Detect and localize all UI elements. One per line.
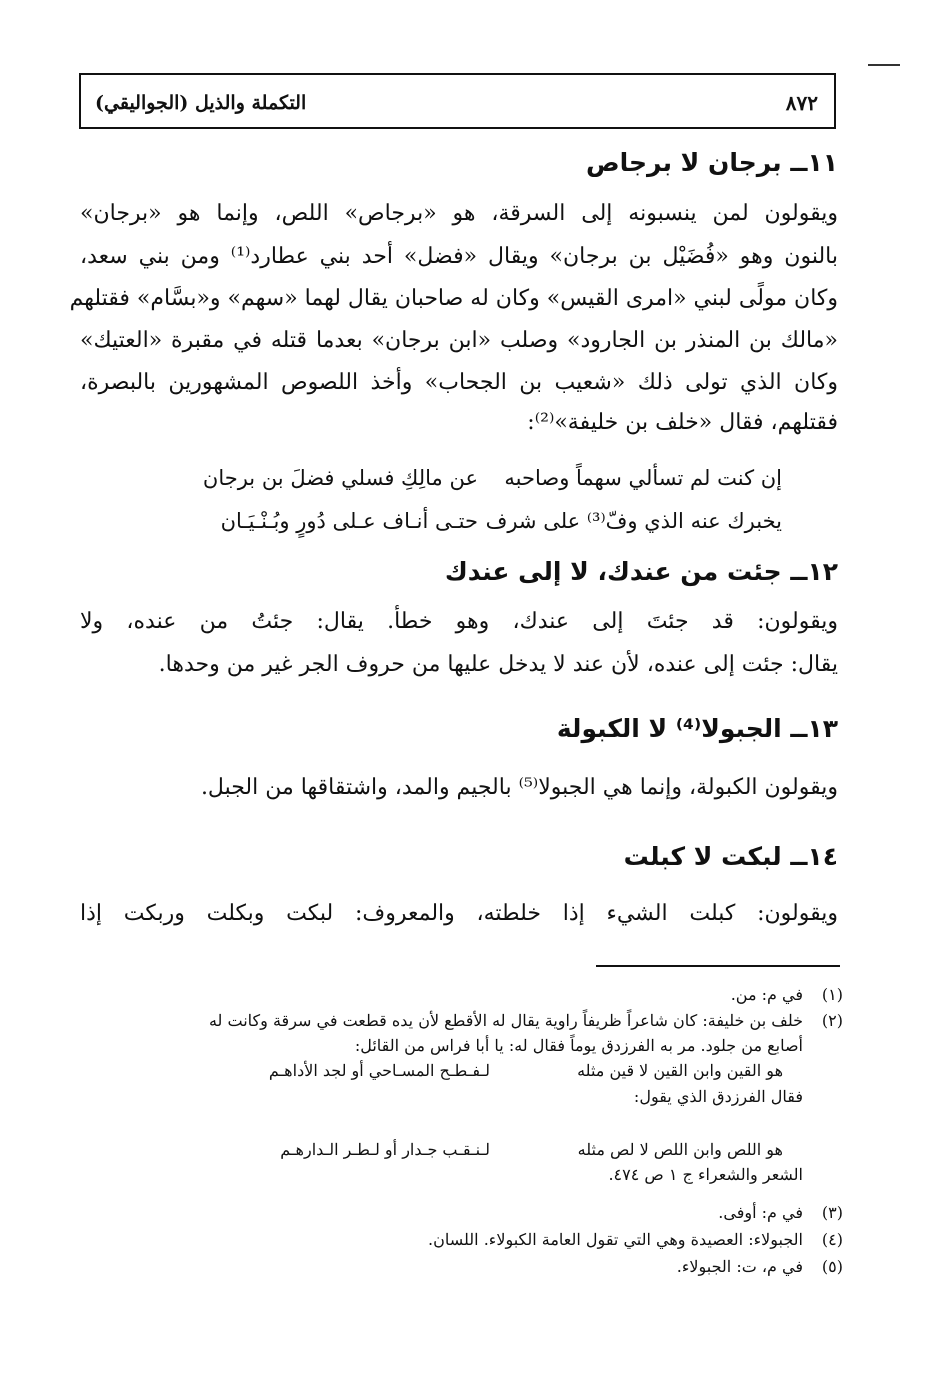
paragraph-line: وكان الذي تولى ذلك «شعيب بن الجحاب» وأخذ اللصوص المشهورين بالبصرة، (80, 370, 838, 395)
footnote-verse-first: هو اللص وابن اللص لا لص مثله (577, 1140, 783, 1159)
paragraph-line: ويقولون الكبولة، وإنما هي الجبولا⁽⁵⁾ بالجيم والمد، واشتقاقها من الجبل. (200, 775, 838, 800)
paragraph-line: يقال: جئت إلى عنده، لأن عند لا يدخل عليها من حروف الجر غير من وحدها. (158, 652, 838, 677)
footnote-number: (٤) (821, 1230, 843, 1249)
paragraph-line: ويقولون: كبلت الشيء إذا خلطته، والمعروف: لبكت وبكلت وربكت إذا (80, 901, 838, 926)
footnote-text: خلف بن خليفة: كان شاعراً ظريفاً راوية يقال له الأقطع لأن يده قطعت في سرقة وكانت له (208, 1011, 803, 1030)
paragraph-line: «مالك بن المنذر بن الجارود» وصلب «ابن برجان» بعدما قتله في مقبرة «العتيك» (80, 328, 838, 353)
footnote-number: (٢) (821, 1011, 843, 1030)
footnote-2-line: فقال الفرزدق الذي يقول: (633, 1087, 803, 1106)
section-heading-11: ١١ــ برجان لا برجاص (585, 148, 838, 177)
verse-hemistich-first: يخبرك عنه الذي وفّ⁽³⁾ على شرف (485, 509, 782, 533)
footnote-verse-first: هو القين وابن القين لا قين مثله (577, 1061, 783, 1080)
footnote-separator (596, 965, 840, 967)
section-heading-14: ١٤ــ لبكت لا كبلت (623, 842, 838, 871)
paragraph-line: ويقولون: قد جئتَ إلى عندك، وهو خطأ. يقال: جئتُ من عنده، ولا (80, 609, 838, 634)
footnote-verse-second: لـنـقـب جـدار أو لـطـر الـدارهـم (280, 1140, 490, 1159)
verse-hemistich-second: عن مالِكِ فسلي فضلَ بن برجان (202, 466, 478, 490)
footnote-verse-second: لـفـطـح المسـاحي أو لجد الأداهـم (268, 1061, 490, 1080)
footnote-3 (100, 1201, 843, 1225)
verse-hemistich-second: حتـى أنـاف عـلى دُورٍ وبُـنْـيَـان (220, 509, 478, 533)
footnote-text: في م، ت: الجبولاء. (676, 1257, 803, 1276)
paragraph-line: بالنون وهو «فُضَيْل بن برجان» ويقال «فضل» أحد بني عطارد⁽¹⁾ ومن بني سعد، (80, 244, 838, 269)
margin-mark (868, 64, 900, 66)
footnote-number: (٥) (821, 1257, 843, 1276)
footnote-2-line: أصابع من جلود. مر به الفرزدق يوماً فقال له: يا أبا فراس من القائل: (354, 1036, 803, 1055)
running-header-title: التكملة والذيل (الجواليقي) (95, 92, 307, 114)
footnote-text: الجبولاء: العصيدة وهي التي تقول العامة الكبولاء. اللسان. (428, 1230, 803, 1249)
page-number: ٨٧٢ (785, 91, 818, 115)
footnote-number: (١) (821, 985, 843, 1004)
footnote-2-line: الشعر والشعراء ج ١ ص ٤٧٤. (608, 1165, 803, 1184)
footnote-2 (100, 1009, 843, 1033)
paragraph-line: وكان مولًى لبني «امرى القيس» وكان له صاحبان يقال لهما «سهم» و«بسَّام» فقتلهم (69, 286, 838, 311)
footnote-5 (100, 1255, 843, 1279)
footnote-number: (٣) (821, 1203, 843, 1222)
section-heading-13: ١٣ــ الجبولا⁽⁴⁾ لا الكبولة (556, 714, 838, 743)
section-heading-12: ١٢ــ جئت من عندك، لا إلى عندك (444, 557, 838, 586)
paragraph-line: ويقولون لمن ينسبونه إلى السرقة، هو «برجاص» اللص، وإنما هو «برجان» (80, 201, 838, 226)
paragraph-line: فقتلهم، فقال «خلف بن خليفة»⁽²⁾: (527, 410, 838, 435)
footnote-1 (100, 983, 843, 1007)
verse-hemistich-first: إن كنت لم تسألي سهماً وصاحبه (504, 466, 782, 490)
footnote-text: في م: أوفى. (718, 1203, 803, 1222)
footnote-4 (100, 1228, 843, 1252)
footnote-text: في م: من. (730, 985, 803, 1004)
